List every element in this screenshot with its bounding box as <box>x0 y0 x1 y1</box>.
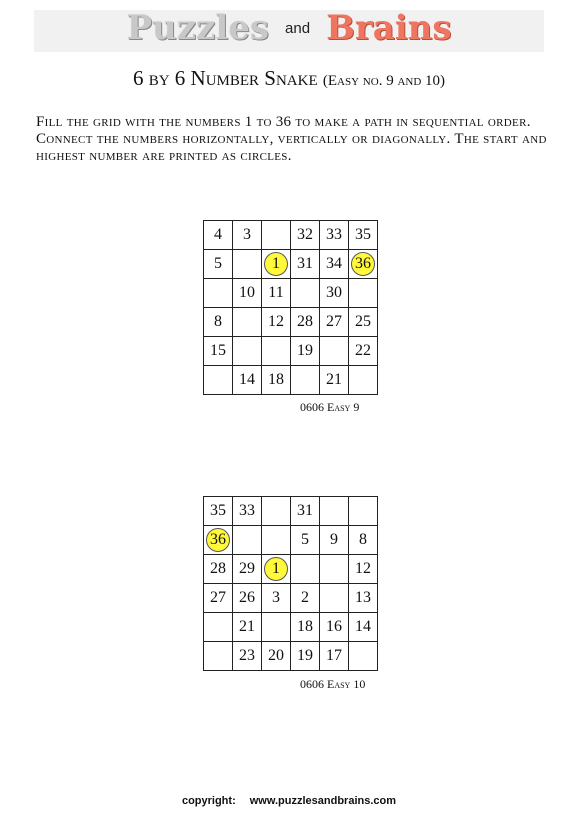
grid-cell[interactable] <box>204 642 233 671</box>
grid-cell[interactable]: 10 <box>233 279 262 308</box>
grid-cell[interactable] <box>349 250 378 279</box>
grid-cell[interactable] <box>204 279 233 308</box>
grid-cell[interactable]: 28 <box>291 308 320 337</box>
grid-cell[interactable] <box>349 279 378 308</box>
title-main: 6 by 6 Number Snake <box>132 66 318 90</box>
grid-cell[interactable]: 2 <box>291 584 320 613</box>
grid-cell[interactable]: 13 <box>349 584 378 613</box>
grid-cell[interactable]: 3 <box>233 221 262 250</box>
grid-cell[interactable] <box>349 366 378 395</box>
grid-cell[interactable]: 5 <box>204 250 233 279</box>
grid-cell[interactable]: 18 <box>262 366 291 395</box>
grid-cell[interactable]: 25 <box>349 308 378 337</box>
grid-row <box>204 279 378 308</box>
logo-word-and: and <box>285 19 311 37</box>
grid-cell[interactable]: 19 <box>291 337 320 366</box>
puzzle-grid-easy-10 <box>203 496 378 671</box>
grid-cell[interactable]: 31 <box>291 497 320 526</box>
grid-cell[interactable] <box>233 250 262 279</box>
copyright-url[interactable]: www.puzzlesandbrains.com <box>249 795 397 807</box>
grid-cell[interactable] <box>204 613 233 642</box>
grid-cell[interactable]: 35 <box>204 497 233 526</box>
grid-cell[interactable]: 18 <box>291 613 320 642</box>
grid-row <box>204 613 378 642</box>
grid-row <box>204 337 378 366</box>
grid-cell[interactable]: 14 <box>233 366 262 395</box>
grid-cell[interactable] <box>320 584 349 613</box>
grid-cell[interactable]: 26 <box>233 584 262 613</box>
grid-cell[interactable]: 29 <box>233 555 262 584</box>
grid-row <box>204 642 378 671</box>
grid-cell[interactable]: 17 <box>320 642 349 671</box>
puzzle-code-easy-9: 0606 Easy 9 <box>300 400 360 414</box>
grid-row <box>204 308 378 337</box>
start-circle: 1 <box>264 252 288 276</box>
copyright-label: copyright: <box>181 795 236 807</box>
puzzle-grid-easy-9 <box>203 220 378 395</box>
logo-word-brains: Brains <box>326 8 452 48</box>
footer-copyright <box>0 795 578 807</box>
grid-cell[interactable] <box>291 555 320 584</box>
grid-cell[interactable]: 16 <box>320 613 349 642</box>
grid-cell[interactable] <box>233 308 262 337</box>
grid-cell[interactable]: 4 <box>204 221 233 250</box>
grid-cell[interactable]: 19 <box>291 642 320 671</box>
grid-row <box>204 555 378 584</box>
grid-cell[interactable]: 21 <box>233 613 262 642</box>
grid-cell[interactable]: 27 <box>204 584 233 613</box>
grid-cell[interactable]: 8 <box>204 308 233 337</box>
grid-cell[interactable]: 14 <box>349 613 378 642</box>
grid-row <box>204 526 378 555</box>
grid-cell[interactable] <box>349 642 378 671</box>
grid-cell[interactable] <box>204 366 233 395</box>
grid-cell[interactable]: 33 <box>233 497 262 526</box>
grid-cell[interactable]: 20 <box>262 642 291 671</box>
grid-cell[interactable]: 27 <box>320 308 349 337</box>
grid-cell[interactable] <box>291 279 320 308</box>
grid-cell[interactable] <box>204 526 233 555</box>
end-circle: 36 <box>206 528 230 552</box>
grid-row <box>204 497 378 526</box>
grid-cell[interactable]: 12 <box>349 555 378 584</box>
puzzle-code-easy-10: 0606 Easy 10 <box>300 677 366 691</box>
grid-cell[interactable]: 28 <box>204 555 233 584</box>
grid-cell[interactable]: 12 <box>262 308 291 337</box>
logo-word-puzzles: Puzzles <box>126 8 270 48</box>
grid-cell[interactable]: 9 <box>320 526 349 555</box>
grid-cell[interactable] <box>291 366 320 395</box>
grid-row <box>204 366 378 395</box>
grid-cell[interactable] <box>262 613 291 642</box>
grid-row <box>204 250 378 279</box>
grid-cell[interactable]: 33 <box>320 221 349 250</box>
grid-cell[interactable]: 30 <box>320 279 349 308</box>
grid-cell[interactable]: 5 <box>291 526 320 555</box>
grid-cell[interactable] <box>349 497 378 526</box>
grid-cell[interactable]: 22 <box>349 337 378 366</box>
grid-cell[interactable] <box>262 337 291 366</box>
grid-cell[interactable]: 31 <box>291 250 320 279</box>
grid-cell[interactable]: 35 <box>349 221 378 250</box>
page-title <box>0 66 578 91</box>
grid-cell[interactable] <box>233 337 262 366</box>
grid-cell[interactable]: 21 <box>320 366 349 395</box>
grid-cell[interactable] <box>320 337 349 366</box>
grid-row <box>204 584 378 613</box>
title-sub: (Easy no. 9 and 10) <box>322 73 446 89</box>
grid-row <box>204 221 378 250</box>
grid-cell[interactable] <box>320 497 349 526</box>
grid-cell[interactable] <box>262 526 291 555</box>
grid-cell[interactable]: 11 <box>262 279 291 308</box>
grid-cell[interactable] <box>262 555 291 584</box>
grid-cell[interactable]: 8 <box>349 526 378 555</box>
grid-cell[interactable] <box>262 221 291 250</box>
grid-cell[interactable] <box>320 555 349 584</box>
end-circle: 36 <box>351 252 375 276</box>
grid-cell[interactable] <box>262 497 291 526</box>
start-circle: 1 <box>264 557 288 581</box>
grid-cell[interactable] <box>233 526 262 555</box>
instructions: Fill the grid with the numbers 1 to 36 to make a path in sequential order. Connect the numbers horizontally, vertically or diagonally. The start and highest number are printed as circles. <box>36 114 547 164</box>
grid-cell[interactable]: 34 <box>320 250 349 279</box>
grid-cell[interactable]: 15 <box>204 337 233 366</box>
site-logo <box>0 8 578 48</box>
grid-cell[interactable]: 32 <box>291 221 320 250</box>
grid-cell[interactable] <box>262 250 291 279</box>
grid-cell[interactable]: 3 <box>262 584 291 613</box>
grid-cell[interactable]: 23 <box>233 642 262 671</box>
